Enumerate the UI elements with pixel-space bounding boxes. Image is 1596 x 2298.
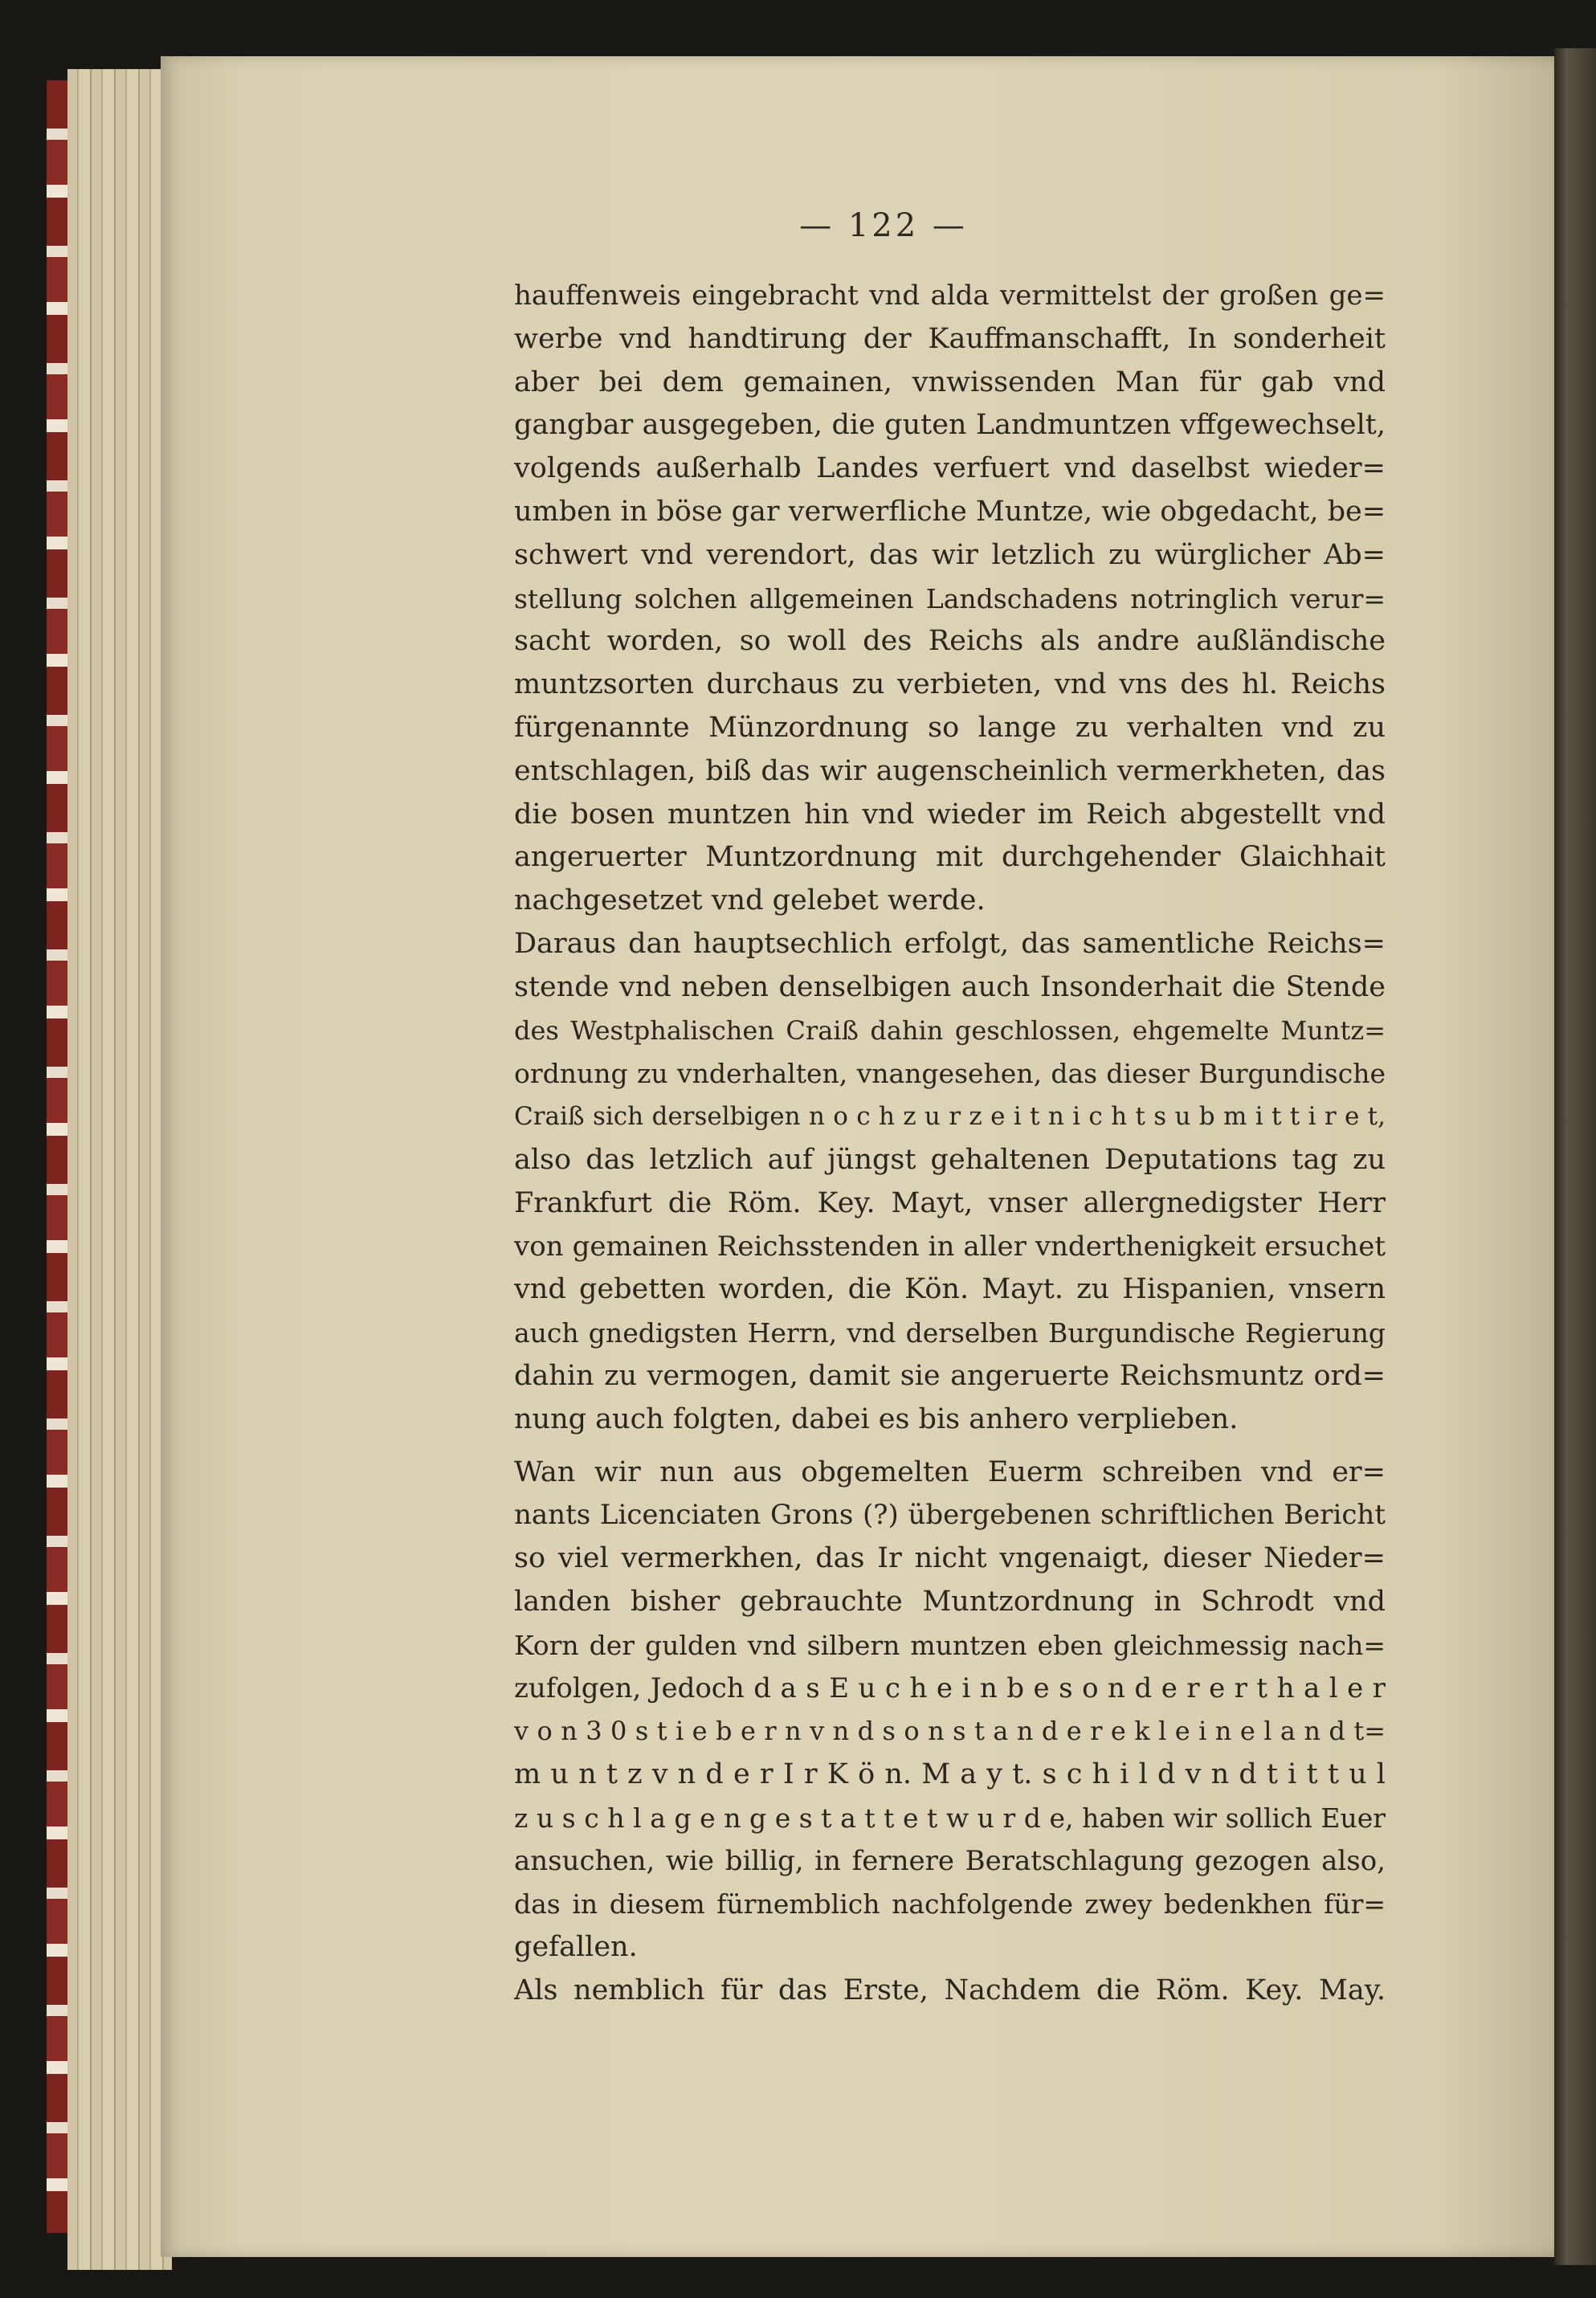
text-line: Daraus dan hauptsechlich erfolgt, das samentliche Reichs= bbox=[514, 927, 1386, 960]
text-line: landen bisher gebrauchte Muntzordnung in Schrodt vnd bbox=[514, 1585, 1386, 1618]
text-line: ordnung zu vnderhalten, vnangesehen, das dieser Burgundische bbox=[514, 1058, 1386, 1090]
text-line: so viel vermerkhen, das Ir nicht vngenaigt, dieser Nieder= bbox=[514, 1542, 1386, 1575]
text-line: entschlagen, biß das wir augenscheinlich vermerkheten, das bbox=[514, 754, 1386, 787]
text-line: Wan wir nun aus obgemelten Euerm schreiben vnd er= bbox=[514, 1455, 1386, 1488]
text-line: zufolgen, Jedoch d a s E u c h e i n b e s o n d e r e r t h a l e r bbox=[514, 1671, 1386, 1704]
text-line: sacht worden, so woll des Reichs als andre außländische bbox=[514, 625, 1386, 658]
text-line: volgends außerhalb Landes verfuert vnd daselbst wieder= bbox=[514, 452, 1386, 485]
text-line: angeruerter Muntzordnung mit durchgehender Glaichhait bbox=[514, 841, 1386, 874]
text-line: fürgenannte Münzordnung so lange zu verhalten vnd zu bbox=[514, 711, 1386, 744]
book-spine-edge bbox=[47, 80, 69, 2233]
text-line: m u n t z v n d e r I r K ö n. M a y t. s c h i l d v n d t i t t u l bbox=[514, 1758, 1386, 1791]
text-line: Frankfurt die Röm. Key. Mayt, vnser allergnedigster Herr bbox=[514, 1186, 1386, 1219]
text-line: stellung solchen allgemeinen Landschadens notringlich verur= bbox=[514, 582, 1386, 614]
text-line: ansuchen, wie billig, in fernere Beratschlagung gezogen also, bbox=[514, 1844, 1386, 1877]
text-line: umben in böse gar verwerfliche Muntze, wie obgedacht, be= bbox=[514, 495, 1386, 528]
text-line: schwert vnd verendort, das wir letzlich zu würglicher Ab= bbox=[514, 538, 1386, 571]
text-line: auch gnedigsten Herrn, vnd derselben Burgundische Regierung bbox=[514, 1317, 1386, 1349]
text-line: nants Licenciaten Grons (?) übergebenen schriftlichen Bericht bbox=[514, 1499, 1386, 1532]
text-line: v o n 3 0 s t i e b e r n v n d s o n s t a n d e r e k l e i n e l a n d t= bbox=[514, 1716, 1386, 1747]
right-page-edge bbox=[1554, 48, 1596, 2265]
text-line: muntzsorten durchaus zu verbieten, vnd vns des hl. Reichs bbox=[514, 668, 1386, 701]
text-line: aber bei dem gemainen, vnwissenden Man für gab vnd bbox=[514, 365, 1386, 398]
text-line: dahin zu vermogen, damit sie angeruerte Reichsmuntz ord= bbox=[514, 1359, 1386, 1392]
text-line: z u s c h l a g e n g e s t a t t e t w u r d e, haben wir sollich Euer bbox=[514, 1802, 1386, 1834]
text-line: gangbar ausgegeben, die guten Landmuntzen vffgewechselt, bbox=[514, 409, 1386, 442]
text-line: Als nemblich für das Erste, Nachdem die Röm. Key. May. bbox=[514, 1974, 1386, 2007]
text-line: also das letzlich auf jüngst gehaltenen Deputations tag zu bbox=[514, 1143, 1386, 1176]
text-line: das in diesem fürnemblich nachfolgende zwey bedenkhen für= bbox=[514, 1888, 1386, 1920]
paragraph-gap bbox=[514, 1442, 1386, 1451]
text-line: stende vnd neben denselbigen auch Insonderhait die Stende bbox=[514, 970, 1386, 1003]
text-line: vnd gebetten worden, die Kön. Mayt. zu Hispanien, vnsern bbox=[514, 1273, 1386, 1306]
text-line: nachgesetzet vnd gelebet werde. bbox=[514, 884, 986, 917]
text-line: von gemainen Reichsstenden in aller vnderthenigkeit ersuchet bbox=[514, 1230, 1386, 1263]
text-line: Craiß sich derselbigen n o c h z u r z e i t n i c h t s u b m i t t i r e t, bbox=[514, 1102, 1386, 1132]
text-line: hauffenweis eingebracht vnd alda vermittelst der großen ge= bbox=[514, 280, 1386, 312]
text-line: nung auch folgten, dabei es bis anhero verplieben. bbox=[514, 1402, 1239, 1435]
text-line: die bosen muntzen hin vnd wieder im Reich abgestellt vnd bbox=[514, 798, 1386, 831]
page-stack-edge bbox=[67, 69, 172, 2270]
body-text bbox=[514, 275, 1386, 2013]
text-line: Korn der gulden vnd silbern muntzen eben gleichmessig nach= bbox=[514, 1629, 1386, 1661]
text-line: gefallen. bbox=[514, 1931, 638, 1964]
page-number: — 122 — bbox=[799, 207, 968, 244]
text-line: werbe vnd handtirung der Kauffmanschafft, In sonderheit bbox=[514, 322, 1386, 355]
text-line: des Westphalischen Craiß dahin geschlossen, ehgemelte Muntz= bbox=[514, 1014, 1386, 1046]
